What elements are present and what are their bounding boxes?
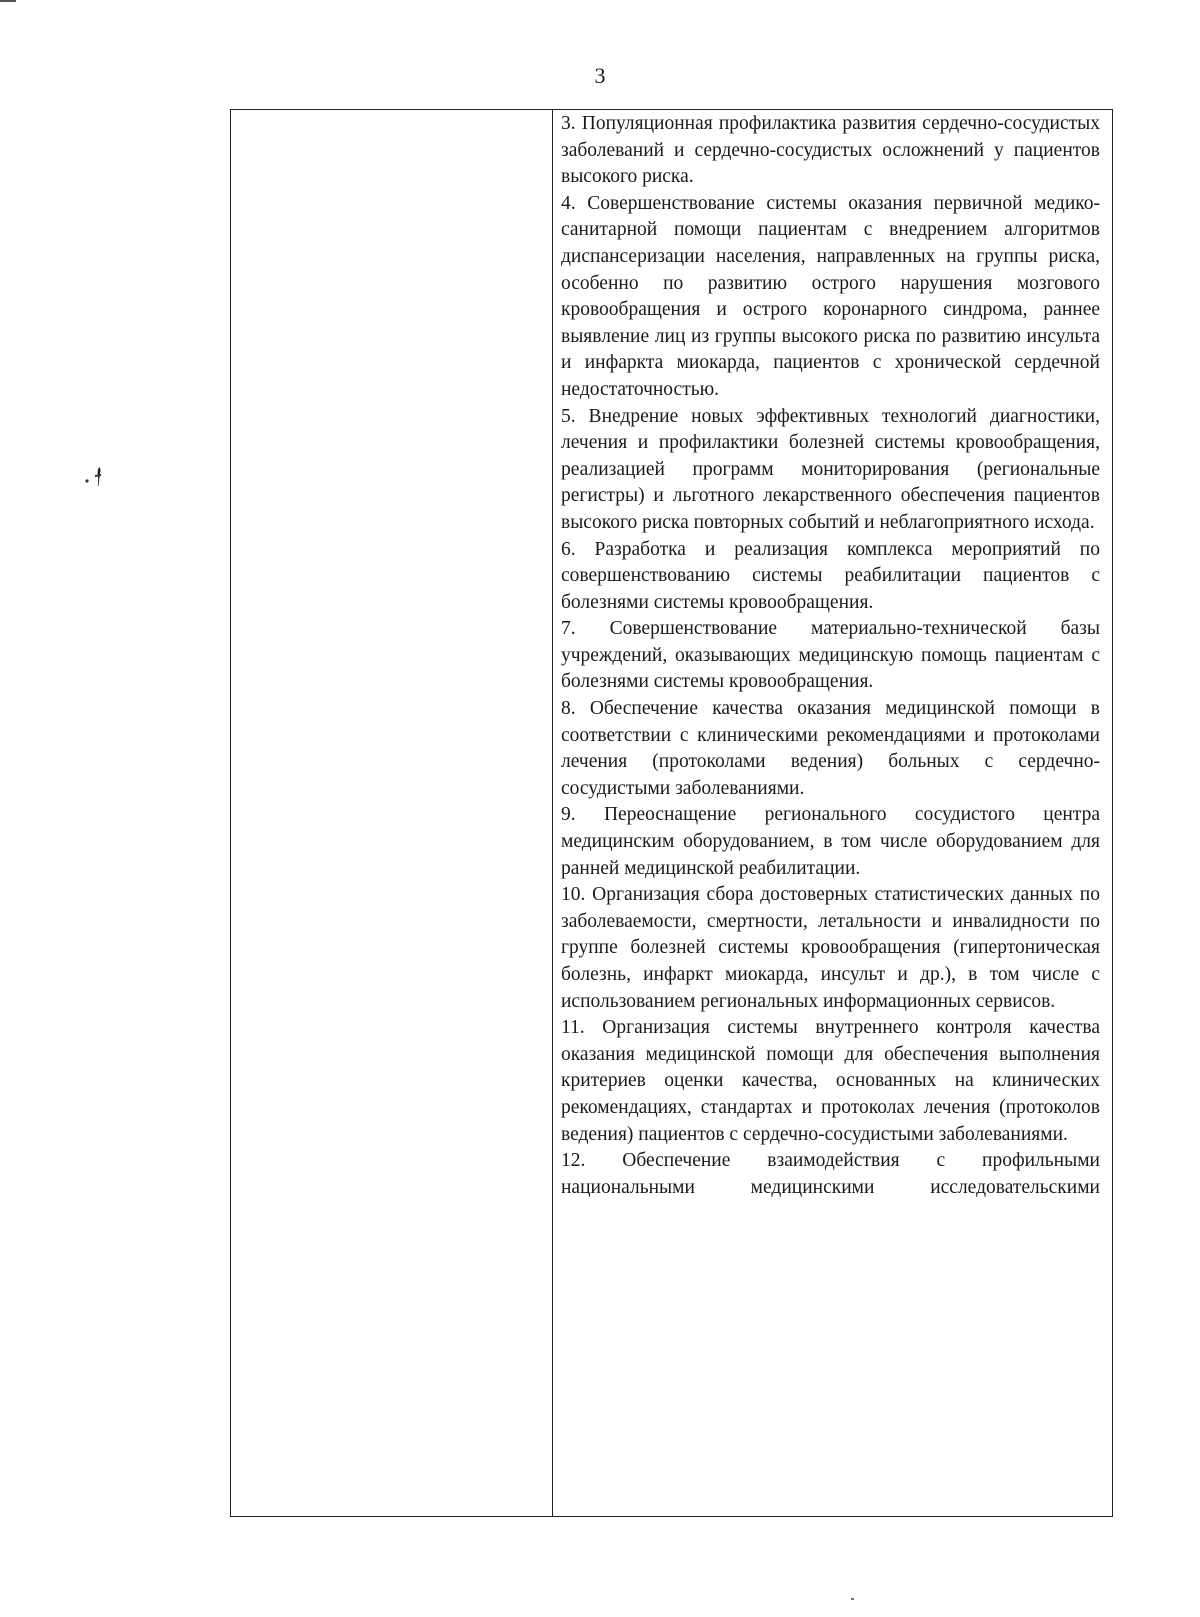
list-item: 5. Внедрение новых эффективных технологий диагностики, лечения и профилактики болезней системы кровообращения, реализацией программ мониторирования (региональные регистры) и льготного лекарственного обеспечения пациентов высокого риска повторных событий и неблагоприятного исхода. xyxy=(561,405,1100,533)
list-item: 4. Совершенствование системы оказания первичной медико-санитарной помощи пациентам с внедрением алгоритмов диспансеризации населения, направленных на группы риска, особенно по развитию острого нарушения мозгового кровообращения и острого коронарного синдрома, раннее выявление лиц из группы высокого риска по развитию инсульта и инфаркта миокарда, пациентов с хронической сердечной недостаточностью. xyxy=(561,192,1100,400)
page-number: 3 xyxy=(594,63,606,88)
list-item: 3. Популяционная профилактика развития сердечно-сосудистых заболеваний и сердечно-сосудистых осложнений у пациентов высокого риска. xyxy=(561,113,1100,188)
table-right-column xyxy=(553,110,1112,1516)
list-item: 6. Разработка и реализация комплекса мероприятий по совершенствованию системы реабилитации пациентов с болезнями системы кровообращения. xyxy=(561,538,1100,613)
scan-artifact-mark xyxy=(84,465,106,491)
content-table xyxy=(230,109,1113,1517)
list-item: 8. Обеспечение качества оказания медицинской помощи в соответствии с клиническими рекомендациями и протоколами лечения (протоколами ведения) больных с сердечно-сосудистыми заболеваниями. xyxy=(561,698,1100,799)
list-item: 9. Переоснащение регионального сосудистого центра медицинским оборудованием, в том числе оборудованием для ранней медицинской реабилитации. xyxy=(561,804,1100,879)
scan-dot-mark xyxy=(851,1598,854,1600)
scan-corner-mark xyxy=(0,0,16,2)
list-item: 10. Организация сбора достоверных статистических данных по заболеваемости, смертности, летальности и инвалидности по группе болезней системы кровообращения (гипертоническая болезнь, инфаркт миокарда, инсульт и др.), в том числе с использованием региональных информационных сервисов. xyxy=(561,884,1100,1012)
table-left-column xyxy=(231,110,553,1516)
list-item: 11. Организация системы внутреннего контроля качества оказания медицинской помощи для обеспечения выполнения критериев оценки качества, основанных на клинических рекомендациях, стандартах и протоколах лечения (протоколов ведения) пациентов с сердечно-сосудистыми заболеваниями. xyxy=(561,1017,1100,1145)
list-item: 7. Совершенствование материально-технической базы учреждений, оказывающих медицинскую помощь пациентам с болезнями системы кровообращения. xyxy=(561,618,1100,693)
list-item: 12. Обеспечение взаимодействия с профильными национальными медицинскими исследовательскими xyxy=(561,1150,1100,1198)
